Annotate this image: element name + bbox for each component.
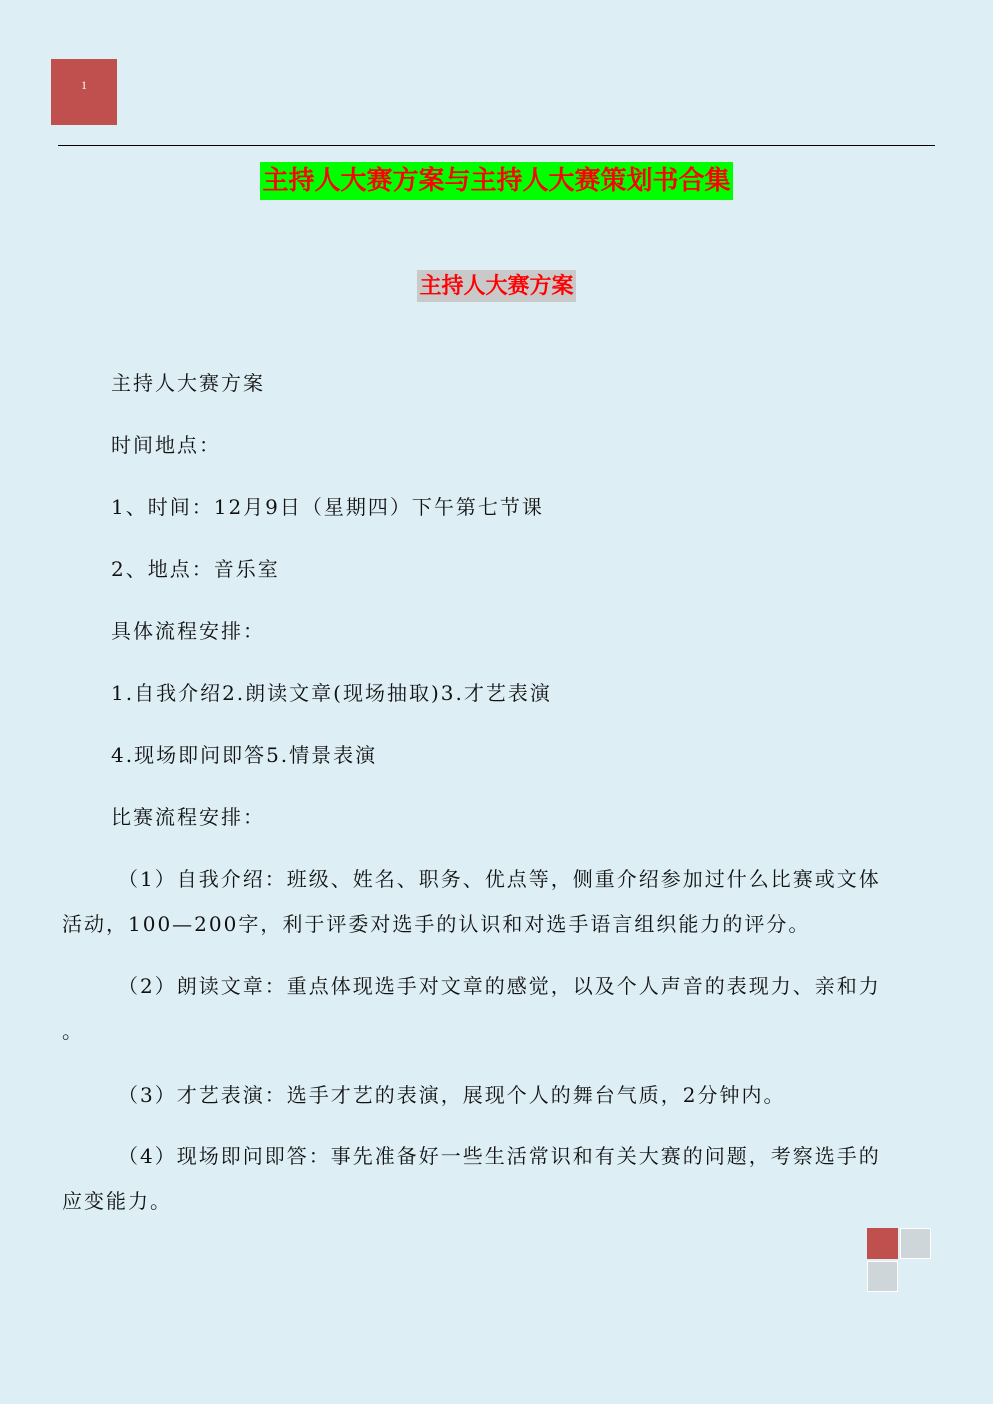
page-number: 1 [81, 78, 87, 92]
paragraph-line: （3）才艺表演：选手才艺的表演，展现个人的舞台气质，2分钟内。 [118, 1083, 786, 1107]
document-title-text: 主持人大赛方案与主持人大赛策划书合集 [260, 162, 732, 200]
paragraph-reading [62, 964, 920, 1054]
body-line: 4.现场即问即答5.情景表演 [111, 743, 378, 767]
paragraph-line: （4）现场即问即答：事先准备好一些生活常识和有关大赛的问题，考察选手的 [118, 1144, 881, 1168]
header-divider [58, 145, 935, 146]
section-title-text: 主持人大赛方案 [417, 270, 575, 302]
paragraph-qa [62, 1134, 920, 1224]
body-line: 比赛流程安排： [111, 805, 265, 829]
body-line: 主持人大赛方案 [111, 371, 265, 395]
body-line: 2、地点：音乐室 [111, 557, 280, 581]
decorative-tiles [867, 1228, 933, 1294]
section-title [0, 270, 993, 302]
body-line: 1.自我介绍2.朗读文章(现场抽取)3.才艺表演 [111, 681, 552, 705]
paragraph-line: （2）朗读文章：重点体现选手对文章的感觉，以及个人声音的表现力、亲和力 [118, 974, 881, 998]
paragraph-line: 。 [62, 1019, 84, 1043]
paragraph-line: （1）自我介绍：班级、姓名、职务、优点等，侧重介绍参加过什么比赛或文体 [118, 867, 881, 891]
decor-tile-gray [867, 1261, 898, 1292]
document-title [0, 162, 993, 200]
decor-tile-gray [900, 1228, 931, 1259]
paragraph-line: 活动，100—200字，利于评委对选手的认识和对选手语言组织能力的评分。 [62, 912, 811, 936]
page-number-badge [51, 59, 117, 125]
body-line: 具体流程安排： [111, 619, 265, 643]
decor-tile-red [867, 1228, 898, 1259]
body-line: 1、时间：12月9日（星期四）下午第七节课 [111, 495, 544, 519]
paragraph-line: 应变能力。 [62, 1189, 172, 1213]
paragraph-self-intro [62, 857, 920, 947]
paragraph-talent [62, 1073, 920, 1118]
body-line: 时间地点： [111, 433, 221, 457]
